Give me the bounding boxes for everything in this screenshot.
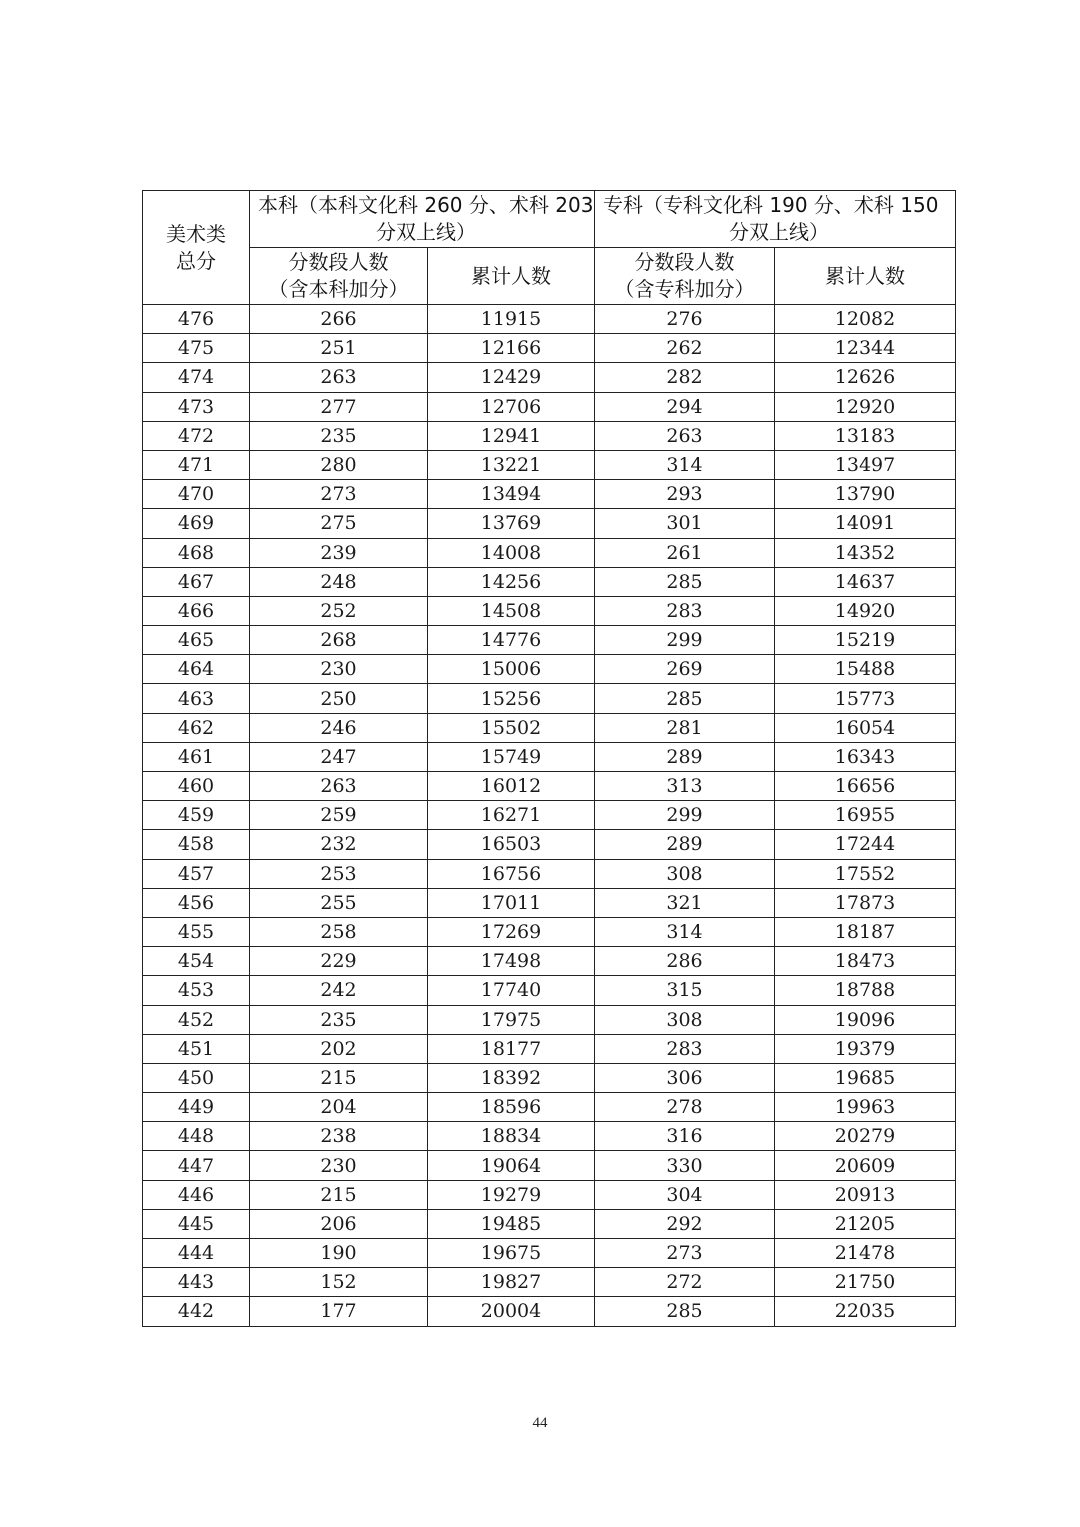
vocational-segment-cell: 321 xyxy=(595,888,775,917)
score-cell: 457 xyxy=(143,859,250,888)
vocational-cumulative-cell: 16054 xyxy=(775,713,956,742)
undergrad-segment-cell: 258 xyxy=(250,917,428,946)
header-score-total xyxy=(143,191,250,305)
table-row xyxy=(143,334,956,363)
undergrad-cumulative-cell: 18392 xyxy=(428,1063,595,1092)
table-row xyxy=(143,830,956,859)
score-cell: 469 xyxy=(143,509,250,538)
vocational-segment-cell: 314 xyxy=(595,450,775,479)
score-cell: 471 xyxy=(143,450,250,479)
table-row xyxy=(143,1239,956,1268)
undergrad-cumulative-cell: 14256 xyxy=(428,567,595,596)
undergrad-cumulative-cell: 15256 xyxy=(428,684,595,713)
table-row xyxy=(143,1297,956,1326)
undergrad-cumulative-cell: 17011 xyxy=(428,888,595,917)
vocational-cumulative-cell: 21478 xyxy=(775,1239,956,1268)
undergrad-segment-cell: 177 xyxy=(250,1297,428,1326)
vocational-segment-cell: 269 xyxy=(595,655,775,684)
table-row xyxy=(143,567,956,596)
table-row xyxy=(143,596,956,625)
undergrad-cumulative-cell: 18596 xyxy=(428,1093,595,1122)
undergrad-cumulative-cell: 12166 xyxy=(428,334,595,363)
vocational-segment-cell: 286 xyxy=(595,947,775,976)
header-undergrad-segment xyxy=(250,248,428,305)
header-vocational-segment xyxy=(595,248,775,305)
undergrad-segment-cell: 280 xyxy=(250,450,428,479)
undergrad-segment-cell: 215 xyxy=(250,1180,428,1209)
vocational-cumulative-cell: 14352 xyxy=(775,538,956,567)
score-cell: 475 xyxy=(143,334,250,363)
table-row xyxy=(143,684,956,713)
vocational-cumulative-cell: 21750 xyxy=(775,1268,956,1297)
vocational-segment-cell: 308 xyxy=(595,1005,775,1034)
undergrad-cumulative-cell: 13494 xyxy=(428,480,595,509)
undergrad-cumulative-cell: 14776 xyxy=(428,626,595,655)
score-cell: 448 xyxy=(143,1122,250,1151)
vocational-cumulative-cell: 18788 xyxy=(775,976,956,1005)
undergrad-segment-cell: 259 xyxy=(250,801,428,830)
table-row xyxy=(143,801,956,830)
undergrad-segment-cell: 229 xyxy=(250,947,428,976)
undergrad-segment-cell: 248 xyxy=(250,567,428,596)
table-row xyxy=(143,947,956,976)
score-cell: 466 xyxy=(143,596,250,625)
vocational-cumulative-cell: 14637 xyxy=(775,567,956,596)
undergrad-segment-cell: 263 xyxy=(250,772,428,801)
undergrad-cumulative-cell: 18177 xyxy=(428,1034,595,1063)
vocational-segment-cell: 293 xyxy=(595,480,775,509)
undergrad-cumulative-cell: 18834 xyxy=(428,1122,595,1151)
header-vocational-group-line1: 专科（专科文化科 190 分、术科 150 xyxy=(603,193,939,217)
header-undergrad-cumulative: 累计人数 xyxy=(428,248,595,305)
header-vocational-group xyxy=(595,191,956,248)
table-row xyxy=(143,888,956,917)
vocational-cumulative-cell: 17552 xyxy=(775,859,956,888)
score-cell: 453 xyxy=(143,976,250,1005)
vocational-segment-cell: 306 xyxy=(595,1063,775,1092)
score-cell: 443 xyxy=(143,1268,250,1297)
table-row xyxy=(143,1209,956,1238)
table-body xyxy=(143,305,956,1327)
undergrad-segment-cell: 242 xyxy=(250,976,428,1005)
undergrad-cumulative-cell: 16756 xyxy=(428,859,595,888)
table-row xyxy=(143,363,956,392)
vocational-cumulative-cell: 20913 xyxy=(775,1180,956,1209)
table-row xyxy=(143,305,956,334)
vocational-segment-cell: 289 xyxy=(595,742,775,771)
undergrad-cumulative-cell: 11915 xyxy=(428,305,595,334)
header-vocational-group-line2: 分双上线） xyxy=(729,220,830,244)
table-row xyxy=(143,859,956,888)
table-row xyxy=(143,1063,956,1092)
table-row xyxy=(143,1180,956,1209)
vocational-cumulative-cell: 15773 xyxy=(775,684,956,713)
undergrad-cumulative-cell: 15749 xyxy=(428,742,595,771)
vocational-cumulative-cell: 22035 xyxy=(775,1297,956,1326)
undergrad-segment-cell: 232 xyxy=(250,830,428,859)
vocational-segment-cell: 285 xyxy=(595,1297,775,1326)
table-row xyxy=(143,538,956,567)
header-score-total-line2: 总分 xyxy=(176,248,216,273)
table-row xyxy=(143,1093,956,1122)
table-row xyxy=(143,1122,956,1151)
score-cell: 449 xyxy=(143,1093,250,1122)
vocational-segment-cell: 263 xyxy=(595,421,775,450)
table-row xyxy=(143,713,956,742)
vocational-segment-cell: 273 xyxy=(595,1239,775,1268)
score-cell: 444 xyxy=(143,1239,250,1268)
undergrad-segment-cell: 263 xyxy=(250,363,428,392)
header-row-columns xyxy=(143,248,956,305)
vocational-segment-cell: 281 xyxy=(595,713,775,742)
undergrad-cumulative-cell: 13769 xyxy=(428,509,595,538)
undergrad-segment-cell: 251 xyxy=(250,334,428,363)
vocational-segment-cell: 285 xyxy=(595,684,775,713)
vocational-cumulative-cell: 19096 xyxy=(775,1005,956,1034)
score-cell: 451 xyxy=(143,1034,250,1063)
undergrad-cumulative-cell: 17498 xyxy=(428,947,595,976)
header-undergrad-group xyxy=(250,191,595,248)
vocational-cumulative-cell: 14920 xyxy=(775,596,956,625)
undergrad-segment-cell: 273 xyxy=(250,480,428,509)
table-row xyxy=(143,509,956,538)
table-row xyxy=(143,1034,956,1063)
undergrad-segment-cell: 252 xyxy=(250,596,428,625)
undergrad-segment-cell: 277 xyxy=(250,392,428,421)
table-row xyxy=(143,421,956,450)
score-cell: 454 xyxy=(143,947,250,976)
page-number: 44 xyxy=(532,1415,548,1431)
vocational-segment-cell: 262 xyxy=(595,334,775,363)
vocational-cumulative-cell: 19685 xyxy=(775,1063,956,1092)
undergrad-cumulative-cell: 19279 xyxy=(428,1180,595,1209)
vocational-cumulative-cell: 14091 xyxy=(775,509,956,538)
score-cell: 473 xyxy=(143,392,250,421)
undergrad-segment-cell: 250 xyxy=(250,684,428,713)
table-row xyxy=(143,655,956,684)
header-score-total-line1: 美术类 xyxy=(166,221,226,246)
table-row xyxy=(143,917,956,946)
vocational-cumulative-cell: 15488 xyxy=(775,655,956,684)
undergrad-segment-cell: 275 xyxy=(250,509,428,538)
header-undergrad-group-line2: 分双上线） xyxy=(376,220,476,244)
vocational-cumulative-cell: 13497 xyxy=(775,450,956,479)
score-cell: 463 xyxy=(143,684,250,713)
vocational-cumulative-cell: 19963 xyxy=(775,1093,956,1122)
header-vocational-segment-line2: （含专科加分） xyxy=(614,277,755,301)
table-row xyxy=(143,450,956,479)
undergrad-cumulative-cell: 15006 xyxy=(428,655,595,684)
undergrad-segment-cell: 246 xyxy=(250,713,428,742)
table-row xyxy=(143,626,956,655)
vocational-cumulative-cell: 17873 xyxy=(775,888,956,917)
vocational-cumulative-cell: 13183 xyxy=(775,421,956,450)
undergrad-segment-cell: 204 xyxy=(250,1093,428,1122)
score-cell: 456 xyxy=(143,888,250,917)
vocational-segment-cell: 313 xyxy=(595,772,775,801)
vocational-cumulative-cell: 12920 xyxy=(775,392,956,421)
undergrad-segment-cell: 235 xyxy=(250,1005,428,1034)
vocational-segment-cell: 314 xyxy=(595,917,775,946)
header-vocational-cumulative: 累计人数 xyxy=(775,248,956,305)
vocational-cumulative-cell: 16656 xyxy=(775,772,956,801)
table-row xyxy=(143,1005,956,1034)
header-row-groups xyxy=(143,191,956,248)
undergrad-cumulative-cell: 16271 xyxy=(428,801,595,830)
undergrad-cumulative-cell: 19675 xyxy=(428,1239,595,1268)
undergrad-segment-cell: 215 xyxy=(250,1063,428,1092)
score-cell: 442 xyxy=(143,1297,250,1326)
undergrad-segment-cell: 202 xyxy=(250,1034,428,1063)
score-cell: 464 xyxy=(143,655,250,684)
header-undergrad-group-line1: 本科（本科文化科 260 分、术科 203 xyxy=(258,193,594,217)
vocational-segment-cell: 283 xyxy=(595,596,775,625)
undergrad-cumulative-cell: 19064 xyxy=(428,1151,595,1180)
vocational-cumulative-cell: 12626 xyxy=(775,363,956,392)
undergrad-cumulative-cell: 20004 xyxy=(428,1297,595,1326)
vocational-cumulative-cell: 21205 xyxy=(775,1209,956,1238)
vocational-segment-cell: 276 xyxy=(595,305,775,334)
score-cell: 472 xyxy=(143,421,250,450)
score-cell: 461 xyxy=(143,742,250,771)
undergrad-cumulative-cell: 14008 xyxy=(428,538,595,567)
table-row xyxy=(143,1268,956,1297)
vocational-segment-cell: 316 xyxy=(595,1122,775,1151)
score-cell: 459 xyxy=(143,801,250,830)
undergrad-segment-cell: 247 xyxy=(250,742,428,771)
score-distribution-table xyxy=(142,190,956,1327)
undergrad-cumulative-cell: 19827 xyxy=(428,1268,595,1297)
vocational-segment-cell: 261 xyxy=(595,538,775,567)
undergrad-segment-cell: 152 xyxy=(250,1268,428,1297)
score-cell: 450 xyxy=(143,1063,250,1092)
score-cell: 458 xyxy=(143,830,250,859)
score-cell: 474 xyxy=(143,363,250,392)
undergrad-cumulative-cell: 17269 xyxy=(428,917,595,946)
score-cell: 447 xyxy=(143,1151,250,1180)
table-row xyxy=(143,1151,956,1180)
vocational-cumulative-cell: 13790 xyxy=(775,480,956,509)
undergrad-segment-cell: 235 xyxy=(250,421,428,450)
score-cell: 460 xyxy=(143,772,250,801)
undergrad-segment-cell: 255 xyxy=(250,888,428,917)
undergrad-segment-cell: 190 xyxy=(250,1239,428,1268)
undergrad-cumulative-cell: 12706 xyxy=(428,392,595,421)
score-cell: 455 xyxy=(143,917,250,946)
header-vocational-segment-line1: 分数段人数 xyxy=(634,250,735,274)
vocational-segment-cell: 278 xyxy=(595,1093,775,1122)
vocational-segment-cell: 315 xyxy=(595,976,775,1005)
vocational-cumulative-cell: 15219 xyxy=(775,626,956,655)
score-cell: 446 xyxy=(143,1180,250,1209)
vocational-cumulative-cell: 16343 xyxy=(775,742,956,771)
undergrad-cumulative-cell: 15502 xyxy=(428,713,595,742)
vocational-segment-cell: 304 xyxy=(595,1180,775,1209)
vocational-cumulative-cell: 18473 xyxy=(775,947,956,976)
score-cell: 445 xyxy=(143,1209,250,1238)
undergrad-segment-cell: 230 xyxy=(250,1151,428,1180)
vocational-cumulative-cell: 17244 xyxy=(775,830,956,859)
vocational-segment-cell: 299 xyxy=(595,626,775,655)
vocational-segment-cell: 308 xyxy=(595,859,775,888)
score-cell: 470 xyxy=(143,480,250,509)
undergrad-cumulative-cell: 19485 xyxy=(428,1209,595,1238)
vocational-cumulative-cell: 18187 xyxy=(775,917,956,946)
undergrad-cumulative-cell: 13221 xyxy=(428,450,595,479)
undergrad-cumulative-cell: 16012 xyxy=(428,772,595,801)
undergrad-segment-cell: 253 xyxy=(250,859,428,888)
score-cell: 468 xyxy=(143,538,250,567)
table-row xyxy=(143,976,956,1005)
undergrad-cumulative-cell: 14508 xyxy=(428,596,595,625)
header-undergrad-segment-line1: 分数段人数 xyxy=(288,250,389,274)
vocational-cumulative-cell: 19379 xyxy=(775,1034,956,1063)
vocational-segment-cell: 294 xyxy=(595,392,775,421)
vocational-segment-cell: 301 xyxy=(595,509,775,538)
vocational-cumulative-cell: 16955 xyxy=(775,801,956,830)
score-cell: 452 xyxy=(143,1005,250,1034)
header-undergrad-segment-line2: （含本科加分） xyxy=(268,277,409,301)
score-cell: 467 xyxy=(143,567,250,596)
undergrad-segment-cell: 206 xyxy=(250,1209,428,1238)
undergrad-cumulative-cell: 17740 xyxy=(428,976,595,1005)
undergrad-segment-cell: 268 xyxy=(250,626,428,655)
vocational-cumulative-cell: 20279 xyxy=(775,1122,956,1151)
vocational-segment-cell: 299 xyxy=(595,801,775,830)
vocational-cumulative-cell: 20609 xyxy=(775,1151,956,1180)
vocational-segment-cell: 292 xyxy=(595,1209,775,1238)
vocational-cumulative-cell: 12082 xyxy=(775,305,956,334)
undergrad-cumulative-cell: 16503 xyxy=(428,830,595,859)
vocational-segment-cell: 282 xyxy=(595,363,775,392)
vocational-segment-cell: 330 xyxy=(595,1151,775,1180)
table-row xyxy=(143,480,956,509)
vocational-segment-cell: 272 xyxy=(595,1268,775,1297)
undergrad-segment-cell: 239 xyxy=(250,538,428,567)
undergrad-segment-cell: 230 xyxy=(250,655,428,684)
vocational-segment-cell: 289 xyxy=(595,830,775,859)
score-cell: 465 xyxy=(143,626,250,655)
table-row xyxy=(143,392,956,421)
table-row xyxy=(143,742,956,771)
vocational-cumulative-cell: 12344 xyxy=(775,334,956,363)
undergrad-cumulative-cell: 12429 xyxy=(428,363,595,392)
table-row xyxy=(143,772,956,801)
undergrad-segment-cell: 238 xyxy=(250,1122,428,1151)
score-cell: 462 xyxy=(143,713,250,742)
undergrad-segment-cell: 266 xyxy=(250,305,428,334)
undergrad-cumulative-cell: 17975 xyxy=(428,1005,595,1034)
vocational-segment-cell: 285 xyxy=(595,567,775,596)
score-cell: 476 xyxy=(143,305,250,334)
vocational-segment-cell: 283 xyxy=(595,1034,775,1063)
undergrad-cumulative-cell: 12941 xyxy=(428,421,595,450)
